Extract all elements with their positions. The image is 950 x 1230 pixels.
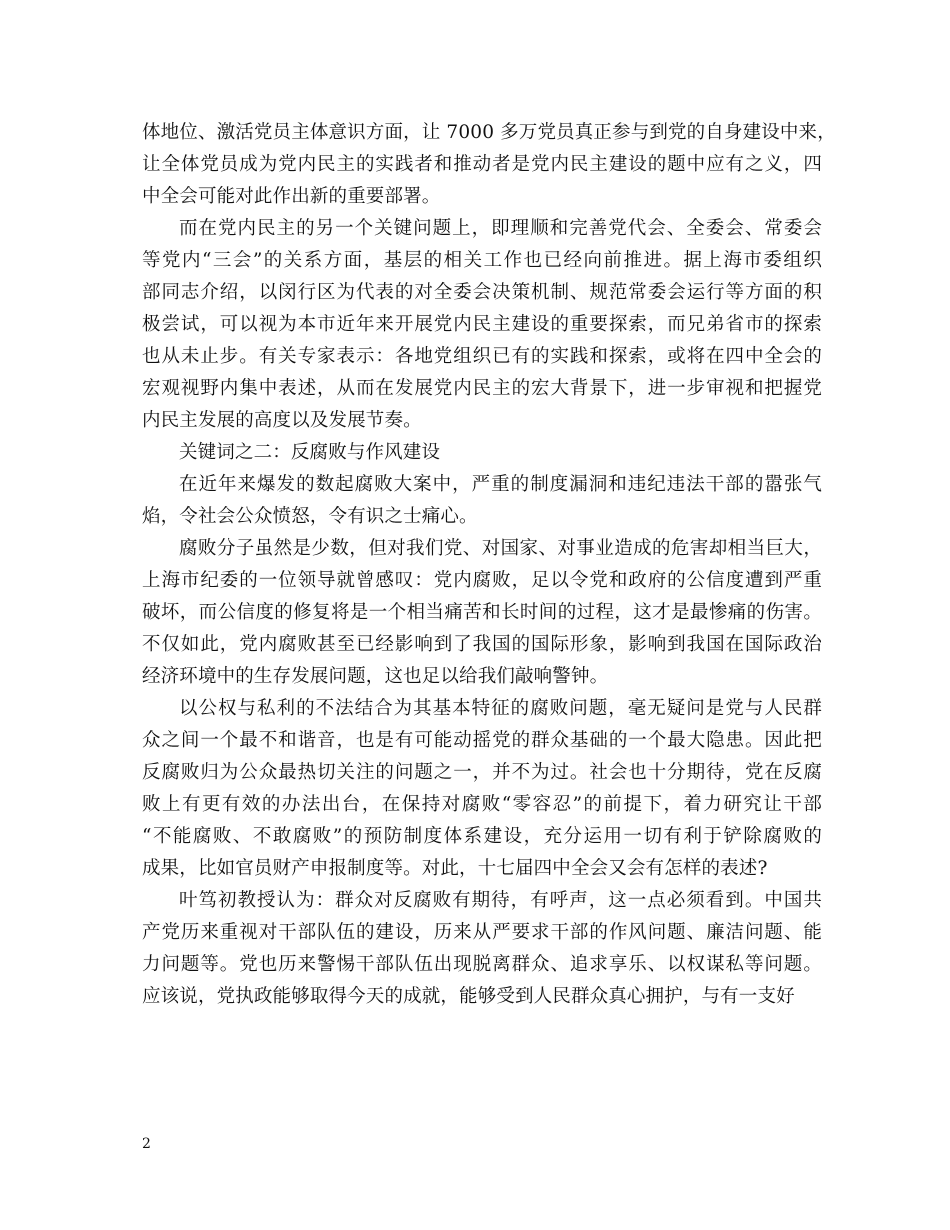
text-line: 部同志介绍，以闵行区为代表的对全委会决策机制、规范常委会运行等方面的积: [142, 282, 822, 303]
text-line: 上海市纪委的一位领导就曾感叹：党内腐败，足以令党和政府的公信度遭到严重: [142, 570, 822, 591]
paragraph: [142, 117, 836, 213]
text-line: 力问题等。党也历来警惕干部队伍出现脱离群众、追求享乐、以权谋私等问题。: [142, 954, 822, 975]
text-line: 关键词之二：反腐败与作风建设: [179, 442, 441, 463]
text-line: 焰，令社会公众愤怒，令有识之士痛心。: [142, 506, 478, 527]
text-line: 而在党内民主的另一个关键问题上，即理顺和完善党代会、全委会、常委会: [179, 218, 822, 239]
text-line: 体地位、激活党员主体意识方面，让 7000 多万党员真正参与到党的自身建设中来，: [142, 122, 836, 143]
text-line: “不能腐败、不敢腐败”的预防制度体系建设，充分运用一切有利于铲除腐败的: [142, 826, 822, 847]
text-line: 反腐败归为公众最热切关注的问题之一，并不为过。社会也十分期待，党在反腐: [142, 762, 822, 783]
text-line: 宏观视野内集中表述，从而在发展党内民主的宏大背景下，进一步审视和把握党: [142, 378, 822, 399]
text-line: 等党内“三会”的关系方面，基层的相关工作也已经向前推进。据上海市委组织: [142, 250, 822, 271]
text-line: 成果，比如官员财产申报制度等。对此，十七届四中全会又会有怎样的表述?: [142, 858, 768, 879]
page-number: 2: [142, 1136, 151, 1152]
paragraph: [142, 469, 822, 533]
text-line: 众之间一个最不和谐音，也是有可能动摇党的群众基础的一个最大隐患。因此把: [142, 730, 822, 751]
text-line: 败上有更有效的办法出台，在保持对腐败“零容忍”的前提下，着力研究让干部: [142, 794, 822, 815]
text-line: 内民主发展的高度以及发展节奏。: [142, 410, 422, 431]
paragraph: [142, 213, 822, 437]
text-line: 不仅如此，党内腐败甚至已经影响到了我国的国际形象，影响到我国在国际政治: [142, 634, 822, 655]
text-line: 腐败分子虽然是少数，但对我们党、对国家、对事业造成的危害却相当巨大，: [179, 538, 822, 559]
paragraph: [142, 885, 822, 1013]
text-line: 破坏，而公信度的修复将是一个相当痛苦和长时间的过程，这才是最惨痛的伤害。: [142, 602, 822, 623]
text-line: 经济环境中的生存发展问题，这也足以给我们敲响警钟。: [142, 666, 609, 687]
text-line: 极尝试，可以视为本市近年来开展党内民主建设的重要探索，而兄弟省市的探索: [142, 314, 822, 335]
text-line: 产党历来重视对干部队伍的建设，历来从严要求干部的作风问题、廉洁问题、能: [142, 922, 822, 943]
paragraph: [142, 533, 822, 693]
text-line: 中全会可能对此作出新的重要部署。: [142, 186, 441, 207]
text-line: 以公权与私利的不法结合为其基本特征的腐败问题，毫无疑问是党与人民群: [179, 698, 822, 719]
text-line: 在近年来爆发的数起腐败大案中，严重的制度漏洞和违纪违法干部的嚣张气: [179, 474, 822, 495]
text-line: 也从未止步。有关专家表示：各地党组织已有的实践和探索，或将在四中全会的: [142, 346, 822, 367]
document-body: [142, 117, 836, 1013]
text-line: 让全体党员成为党内民主的实践者和推动者是党内民主建设的题中应有之义，四: [142, 154, 822, 175]
paragraph: [142, 437, 822, 469]
text-line: 叶笃初教授认为：群众对反腐败有期待，有呼声，这一点必须看到。中国共: [179, 890, 822, 911]
text-line: 应该说，党执政能够取得今天的成就，能够受到人民群众真心拥护，与有一支好: [142, 986, 795, 1007]
paragraph: [142, 693, 822, 885]
